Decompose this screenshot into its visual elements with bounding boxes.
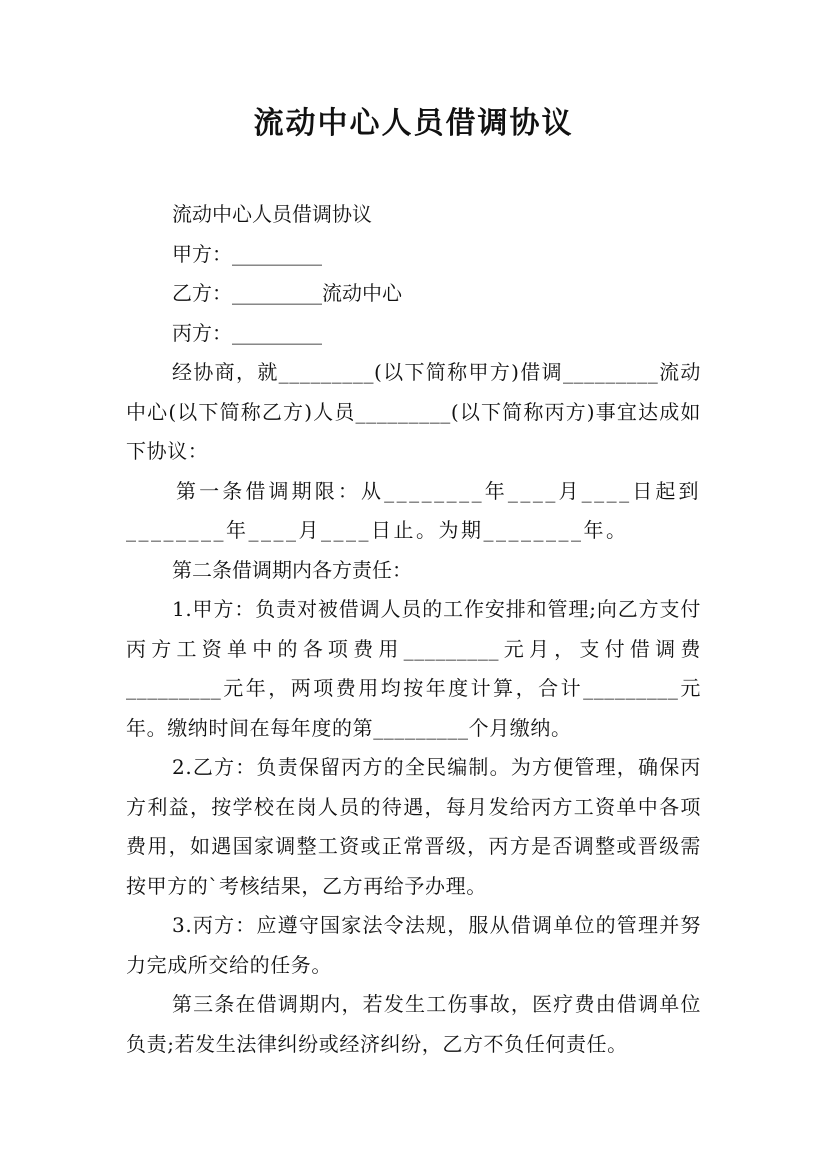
paragraph-article-3: 第三条在借调期内，若发生工伤事故，医疗费由借调单位负责;若发生法律纠纷或经济纠纷，乙方不负任何责任。 <box>126 992 701 1056</box>
paragraph-article-1: 第一条借调期限：从________年____月____日起到________年____月____日止。为期________年。 <box>126 478 701 542</box>
paragraph-article-2: 第二条借调期内各方责任： <box>172 557 412 582</box>
document-body <box>126 195 701 1064</box>
paragraph-party-a: 甲方：_________ <box>172 241 322 266</box>
paragraph-subtitle: 流动中心人员借调协议 <box>172 202 372 226</box>
paragraph-article-2-item-1: 1.甲方：负责对被借调人员的工作安排和管理;向乙方支付丙方工资单中的各项费用_________元月，支付借调费_________元年，两项费用均按年度计算，合计_________元年。缴纳时间在每年度的第_________个月缴纳。 <box>126 597 701 740</box>
paragraph-article-2-item-2: 2.乙方：负责保留丙方的全民编制。为方便管理，确保丙方利益，按学校在岗人员的待遇，每月发给丙方工资单中各项费用，如遇国家调整工资或正常晋级，丙方是否调整或晋级需按甲方的`考核结果，乙方再给予办理。 <box>126 755 701 898</box>
paragraph-party-b: 乙方：_________流动中心 <box>172 281 402 305</box>
document-title: 流动中心人员借调协议 <box>253 106 574 141</box>
paragraph-article-2-item-3: 3.丙方：应遵守国家法令法规，服从借调单位的管理并努力完成所交给的任务。 <box>126 913 701 977</box>
paragraph-party-c: 丙方：_________ <box>172 320 322 345</box>
paragraph-preamble: 经协商，就_________(以下简称甲方)借调_________流动中心(以下简称乙方)人员_________(以下简称丙方)事宜达成如下协议： <box>126 360 701 463</box>
